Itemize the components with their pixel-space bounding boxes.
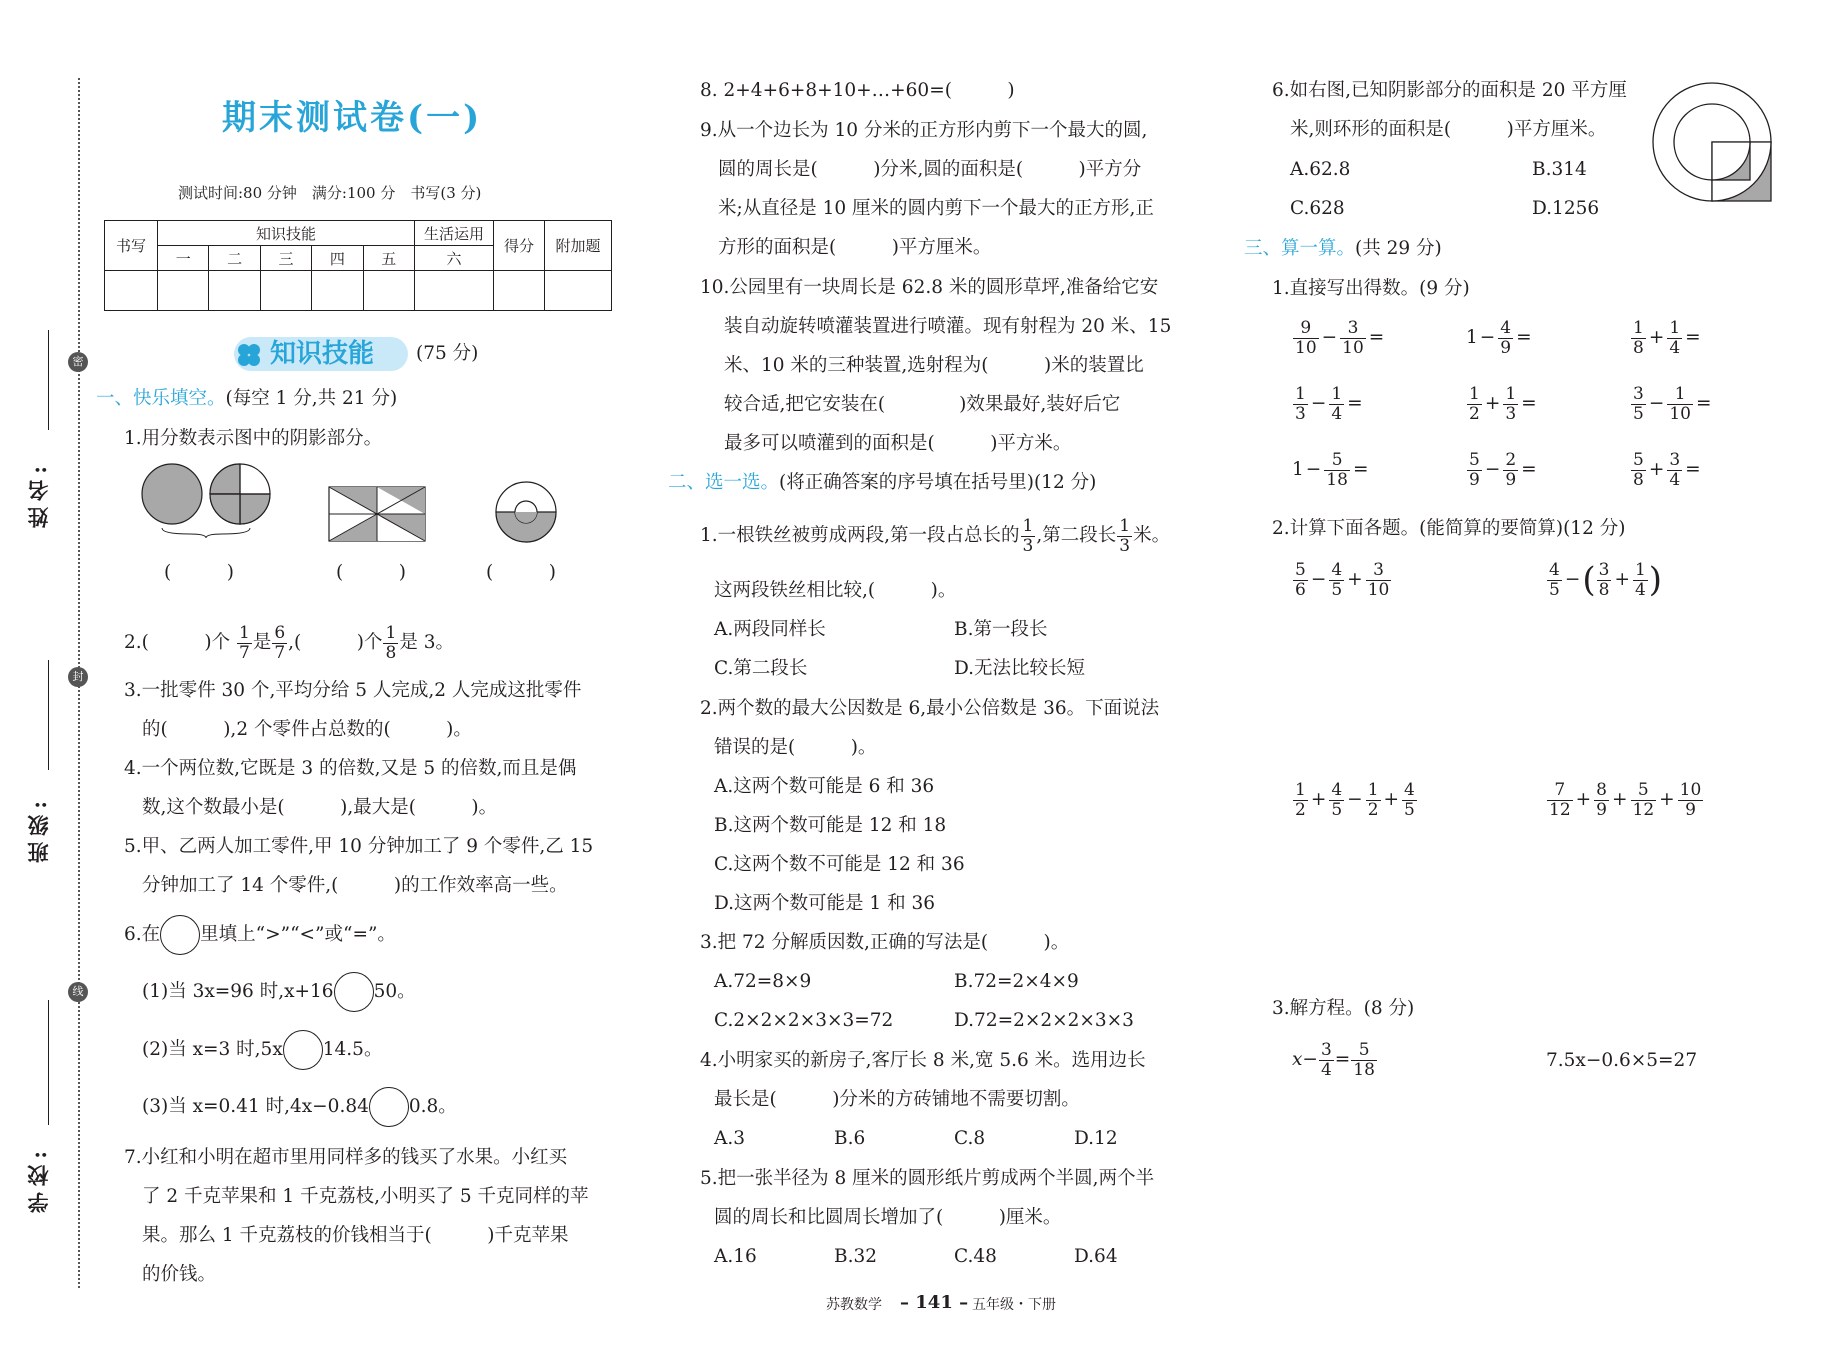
option[interactable]: A.62.8 [1290,159,1351,180]
operator: + [1310,789,1327,810]
footer-right: 五年级・下册 [972,1297,1056,1313]
fraction: $\frac{5}{12}$ [1632,779,1655,820]
p1-q10-line1: 10.公园里有一块周长是 62.8 米的圆形草坪,准备给它安 [700,277,1159,298]
operator: + [1659,789,1675,810]
q1-answer-blank[interactable]: ( ) [336,562,406,583]
operator: − [1310,393,1327,414]
p1-q4-line1: 4.一个两位数,它既是 3 的倍数,又是 5 的倍数,而且是偶 [124,758,577,779]
calc-expression [1546,556,1662,604]
oral-calc-item [1292,446,1410,494]
score-group-skill: 知识技能 [158,221,415,246]
q6-sub-text: 14.5。 [322,1039,383,1060]
option[interactable]: A.3 [714,1128,746,1149]
operator: − [1321,327,1338,348]
p1-q4-line2: 数,这个数最小是( ),最大是( )。 [142,797,498,818]
equation-2: 7.5x−0.6×5=27 [1546,1050,1698,1071]
fraction [1319,1041,1334,1080]
denominator: 7 [274,642,286,663]
fraction: $\frac{3}{10}$ [1342,317,1364,358]
p2-q6-line1: 6.如右图,已知阴影部分的面积是 20 平方厘 [1272,80,1627,101]
fraction [272,624,287,663]
operator: + [1648,459,1665,480]
denominator: 3 [1022,535,1034,556]
p2-q5-line1: 5.把一张半径为 8 厘米的圆形纸片剪成两个半圆,两个半 [700,1168,1155,1189]
option[interactable]: B.这两个数可能是 12 和 18 [714,815,947,836]
p3-q2-title: 2.计算下面各题。(能简算的要简算)(12 分) [1272,518,1626,539]
p1-q5-line2: 分钟加工了 14 个零件,( )的工作效率高一些。 [142,875,568,896]
whole-number: 1 [1292,459,1304,480]
option[interactable]: C.8 [954,1128,986,1149]
option[interactable]: A.这两个数可能是 6 和 36 [714,776,935,797]
numerator: 1 [385,622,397,643]
p1-q6 [124,912,396,958]
option[interactable]: C.628 [1290,198,1345,219]
fraction: $\frac{9}{10}$ [1295,317,1317,358]
q2-text: ,( )个 [288,632,383,653]
fraction-figure-ring [494,480,558,544]
seal-mark-mi: 密 [68,352,88,372]
p1-q3-line1: 3.一批零件 30 个,平均分给 5 人完成,2 人完成这批零件 [124,680,582,701]
p1-q1: 1.用分数表示图中的阴影部分。 [124,428,383,449]
paren: ( [1582,560,1596,600]
q2-text: 2.( )个 [124,632,231,653]
fraction: $\frac{3}{4}$ [1669,449,1681,490]
p2-q6-line2: 米,则环形的面积是( )平方厘米。 [1290,119,1607,140]
footer-left: 苏教数学 [826,1297,882,1313]
name-underline [48,330,49,430]
score-cell[interactable] [105,271,158,311]
fraction: $\frac{1}{4}$ [1669,317,1681,358]
clover-icon [236,342,262,368]
whole-number: 1 [1466,327,1478,348]
operator: + [1383,789,1400,810]
q2-text: 是 3。 [399,632,454,653]
part2-heading-text: 二、选一选。 [668,472,780,493]
p2-q2-line1: 2.两个数的最大公因数是 6,最小公倍数是 36。下面说法 [700,698,1160,719]
option[interactable]: A.两段同样长 [714,619,826,640]
p1-q9-line2: 圆的周长是( )分米,圆的面积是( )平方分 [718,159,1142,180]
calc-expression [1292,556,1392,604]
fraction-figure-circles [140,462,272,538]
score-table [104,220,612,311]
operator: + [1575,789,1592,810]
name-label: 姓名: [26,460,51,528]
option[interactable]: C.第二段长 [714,658,808,679]
p1-q9-line4: 方形的面积是( )平方厘米。 [718,237,992,258]
operator: + [1484,393,1501,414]
option[interactable]: B.72=2×4×9 [954,971,1079,992]
fraction: $\frac{3}{5}$ [1633,383,1644,424]
score-cell[interactable] [415,271,494,311]
fraction-figure-rectangle [328,486,426,542]
fraction [1021,517,1036,556]
p1-q6-3 [142,1084,457,1130]
q6-sub-text: (3)当 x=0.41 时,4x−0.84 [142,1096,369,1117]
score-cell[interactable] [363,271,414,311]
numerator: 6 [274,622,286,643]
option[interactable]: D.72=2×2×2×3×3 [954,1010,1134,1031]
option[interactable]: D.64 [1074,1246,1118,1267]
p2-q5-line2: 圆的周长和比圆周长增加了( )厘米。 [714,1207,1062,1228]
ring-square-figure [1650,80,1774,204]
section-banner-points: (75 分) [416,343,479,364]
denominator: 7 [238,642,250,663]
q1-answer-blank[interactable]: ( ) [486,562,556,583]
score-sub-col: 六 [415,246,494,271]
equals-sign: = [1516,327,1532,348]
p1-q7-line2: 了 2 千克苹果和 1 千克荔枝,小明买了 5 千克同样的苹 [142,1186,589,1207]
oral-calc-item [1292,380,1405,428]
page-title: 期末测试卷(一) [222,98,483,138]
school-underline [48,1000,49,1125]
compare-circle[interactable] [160,915,200,955]
fraction: $\frac{1}{2}$ [1367,779,1379,820]
operator: − [1484,459,1501,480]
option[interactable]: D.无法比较长短 [954,658,1086,679]
q6-sub-text: (1)当 3x=96 时,x+16 [142,981,334,1002]
fraction: $\frac{1}{2}$ [1295,779,1306,820]
seal-mark-xian: 线 [68,982,88,1002]
score-cell[interactable] [312,271,363,311]
class-underline [48,660,49,770]
part3-heading-note: (共 29 分) [1355,238,1442,259]
fraction: $\frac{5}{9}$ [1469,449,1480,490]
operator: − [1347,789,1363,810]
equals-sign: = [1685,459,1701,480]
oral-calc-item [1466,380,1579,428]
fraction: $\frac{1}{3}$ [1505,383,1517,424]
fraction: $\frac{1}{4}$ [1634,559,1646,600]
fraction: $\frac{8}{9}$ [1596,779,1607,820]
p1-q10-line2: 装自动旋转喷灌装置进行喷灌。现有射程为 20 米、15 [724,316,1172,337]
fraction: $\frac{4}{5}$ [1549,559,1560,600]
denominator: 18 [1353,1059,1375,1080]
denominator: 4 [1320,1059,1332,1080]
option[interactable]: C.这两个数不可能是 12 和 36 [714,854,965,875]
fraction [1117,517,1132,556]
fraction: $\frac{1}{8}$ [1633,317,1644,358]
part3-heading-text: 三、算一算。 [1244,238,1356,259]
fraction: $\frac{4}{9}$ [1500,317,1512,358]
page-number: 141 [915,1292,953,1313]
equals-sign: = [1695,393,1712,414]
part3-heading [1244,236,1442,262]
paren: ) [1648,560,1663,600]
oral-calc-item [1292,314,1426,362]
option[interactable]: B.32 [834,1246,878,1267]
p2-q1-text: ,第二段长 [1036,525,1117,546]
option[interactable]: D.1256 [1532,198,1600,219]
score-col-shuxie: 书写 [105,221,158,271]
oral-calc-item [1466,446,1579,494]
fraction: $\frac{1}{2}$ [1469,383,1480,424]
fraction: $\frac{5}{8}$ [1633,449,1644,490]
equals-sign: = [1685,327,1701,348]
operator: − [1564,569,1581,590]
fraction: $\frac{5}{18}$ [1326,449,1348,490]
fraction: $\frac{3}{10}$ [1367,559,1390,600]
fraction: $\frac{2}{9}$ [1505,449,1517,490]
equation-text: x− [1292,1049,1318,1070]
score-sub-col: 五 [363,246,414,271]
score-cell[interactable] [158,271,209,311]
option[interactable]: B.314 [1532,159,1587,180]
score-sub-col: 二 [209,246,260,271]
option[interactable]: D.12 [1074,1128,1118,1149]
operator: − [1648,393,1665,414]
score-col-total: 得分 [494,221,545,271]
calc-expression [1292,776,1418,824]
p2-q1 [700,512,1170,560]
part1-heading-note: (每空 1 分,共 21 分) [225,388,398,409]
numerator: 3 [1320,1039,1332,1060]
operator: + [1614,569,1630,590]
option[interactable]: D.这两个数可能是 1 和 36 [714,893,936,914]
fraction: $\frac{5}{6}$ [1295,559,1306,600]
q6-sub-text: (2)当 x=3 时,5x [142,1039,283,1060]
score-cell[interactable] [494,271,545,311]
numerator: 5 [1351,1041,1377,1061]
equals-sign: = [1368,327,1385,348]
score-cell[interactable] [545,271,612,311]
numerator: 1 [1022,515,1034,536]
p1-q9-line3: 米;从直径是 10 厘米的圆内剪下一个最大的正方形,正 [718,198,1154,219]
equals-sign: = [1352,459,1369,480]
p1-q10-line5: 最多可以喷灌到的面积是( )平方米。 [724,433,1072,454]
fraction [237,624,252,663]
p1-q6-1 [142,969,416,1015]
p1-q10-line4: 较合适,把它安装在( )效果最好,装好后它 [724,394,1121,415]
p1-q5-line1: 5.甲、乙两人加工零件,甲 10 分钟加工了 9 个零件,乙 15 [124,836,594,857]
operator: − [1310,569,1327,590]
p2-q4-line2: 最长是( )分米的方砖铺地不需要切割。 [714,1089,1080,1110]
footer-page: – 141 – [900,1292,969,1313]
p1-q8: 8. 2+4+6+8+10+…+60=( ) [700,80,1015,101]
equals-sign: = [1521,393,1537,414]
score-cell[interactable] [209,271,260,311]
compare-circle[interactable] [283,1030,323,1070]
q6-text: 6.在 [124,924,161,945]
p2-q1-text: 米。 [1133,525,1171,546]
equals-sign: = [1347,393,1363,414]
operator: − [1479,327,1496,348]
score-cell[interactable] [260,271,311,311]
equation-1 [1292,1036,1378,1084]
oral-calc-item [1630,314,1743,362]
fraction: $\frac{4}{5}$ [1331,559,1343,600]
equals-sign: = [1334,1049,1351,1070]
p2-q1-text: 1.一根铁丝被剪成两段,第一段占总长的 [700,525,1020,546]
part1-heading [96,386,397,412]
fraction: $\frac{1}{10}$ [1669,383,1691,424]
p1-q3-line2: 的( ),2 个零件占总数的( )。 [142,719,472,740]
denominator: 3 [1119,535,1131,556]
option[interactable]: B.6 [834,1128,866,1149]
q6-text: 里填上“>”“<”或“=”。 [200,924,396,945]
p1-q10-line3: 米、10 米的三种装置,选射程为( )米的装置比 [724,355,1144,376]
class-label: 班级: [26,795,51,863]
compare-circle[interactable] [369,1087,409,1127]
p1-q7-line1: 7.小红和小明在超市里用同样多的钱买了水果。小红买 [124,1147,568,1168]
p1-q6-2 [142,1027,382,1073]
part1-heading-text: 一、快乐填空。 [96,388,226,409]
oral-calc-item [1630,380,1754,428]
compare-circle[interactable] [334,972,374,1012]
score-sub-col: 三 [260,246,311,271]
option[interactable]: C.48 [954,1246,997,1267]
q6-sub-text: 50。 [373,981,416,1002]
p3-q1-title: 1.直接写出得数。(9 分) [1272,278,1470,299]
fraction: $\frac{3}{8}$ [1598,559,1610,600]
seal-mark-feng: 封 [68,667,88,687]
q1-answer-blank[interactable]: ( ) [164,562,234,583]
score-col-bonus: 附加题 [545,221,612,271]
p1-q9-line1: 9.从一个边长为 10 分米的正方形内剪下一个最大的圆, [700,120,1148,141]
fraction [1351,1041,1377,1080]
p2-q1-line2: 这两段铁丝相比较,( )。 [714,580,957,601]
oral-calc-item [1466,314,1574,362]
part2-heading [668,470,1096,496]
oral-calc-item [1630,446,1743,494]
operator: + [1611,789,1628,810]
calc-expression [1546,776,1704,824]
q2-text: 是 [252,632,272,653]
fraction: $\frac{1}{4}$ [1331,383,1343,424]
p3-q3-title: 3.解方程。(8 分) [1272,998,1415,1019]
fraction: $\frac{4}{5}$ [1331,779,1343,820]
fraction: $\frac{1}{3}$ [1295,383,1306,424]
section-banner-label: 知识技能 [270,339,375,369]
option[interactable]: B.第一段长 [954,619,1048,640]
option[interactable]: A.72=8×9 [714,971,812,992]
score-sub-col: 四 [312,246,363,271]
fraction [383,624,398,663]
p2-q3-line1: 3.把 72 分解质因数,正确的写法是( )。 [700,932,1070,953]
q6-sub-text: 0.8。 [408,1096,457,1117]
option[interactable]: A.16 [714,1246,757,1267]
p1-q2 [124,620,454,666]
option[interactable]: C.2×2×2×3×3=72 [714,1010,894,1031]
operator: + [1347,569,1363,590]
equals-sign: = [1521,459,1537,480]
score-group-life: 生活运用 [415,221,494,246]
fraction: $\frac{7}{12}$ [1549,779,1571,820]
school-label: 学校: [26,1145,51,1213]
fraction: $\frac{4}{5}$ [1404,779,1415,820]
numerator: 1 [238,622,250,643]
operator: + [1648,327,1665,348]
p2-q4-line1: 4.小明家买的新房子,客厅长 8 米,宽 5.6 米。选用边长 [700,1050,1146,1071]
p1-q7-line4: 的价钱。 [142,1264,217,1285]
part2-heading-note: (将正确答案的序号填在括号里)(12 分) [779,472,1097,493]
numerator: 1 [1119,515,1131,536]
denominator: 8 [385,642,397,663]
fraction: $\frac{10}{9}$ [1679,779,1702,820]
score-sub-col: 一 [158,246,209,271]
p2-q2-line2: 错误的是( )。 [714,737,877,758]
exam-meta: 测试时间:80 分钟 满分:100 分 书写(3 分) [178,184,482,202]
p1-q7-line3: 果。那么 1 千克荔枝的价钱相当于( )千克苹果 [142,1225,569,1246]
operator: − [1305,459,1322,480]
